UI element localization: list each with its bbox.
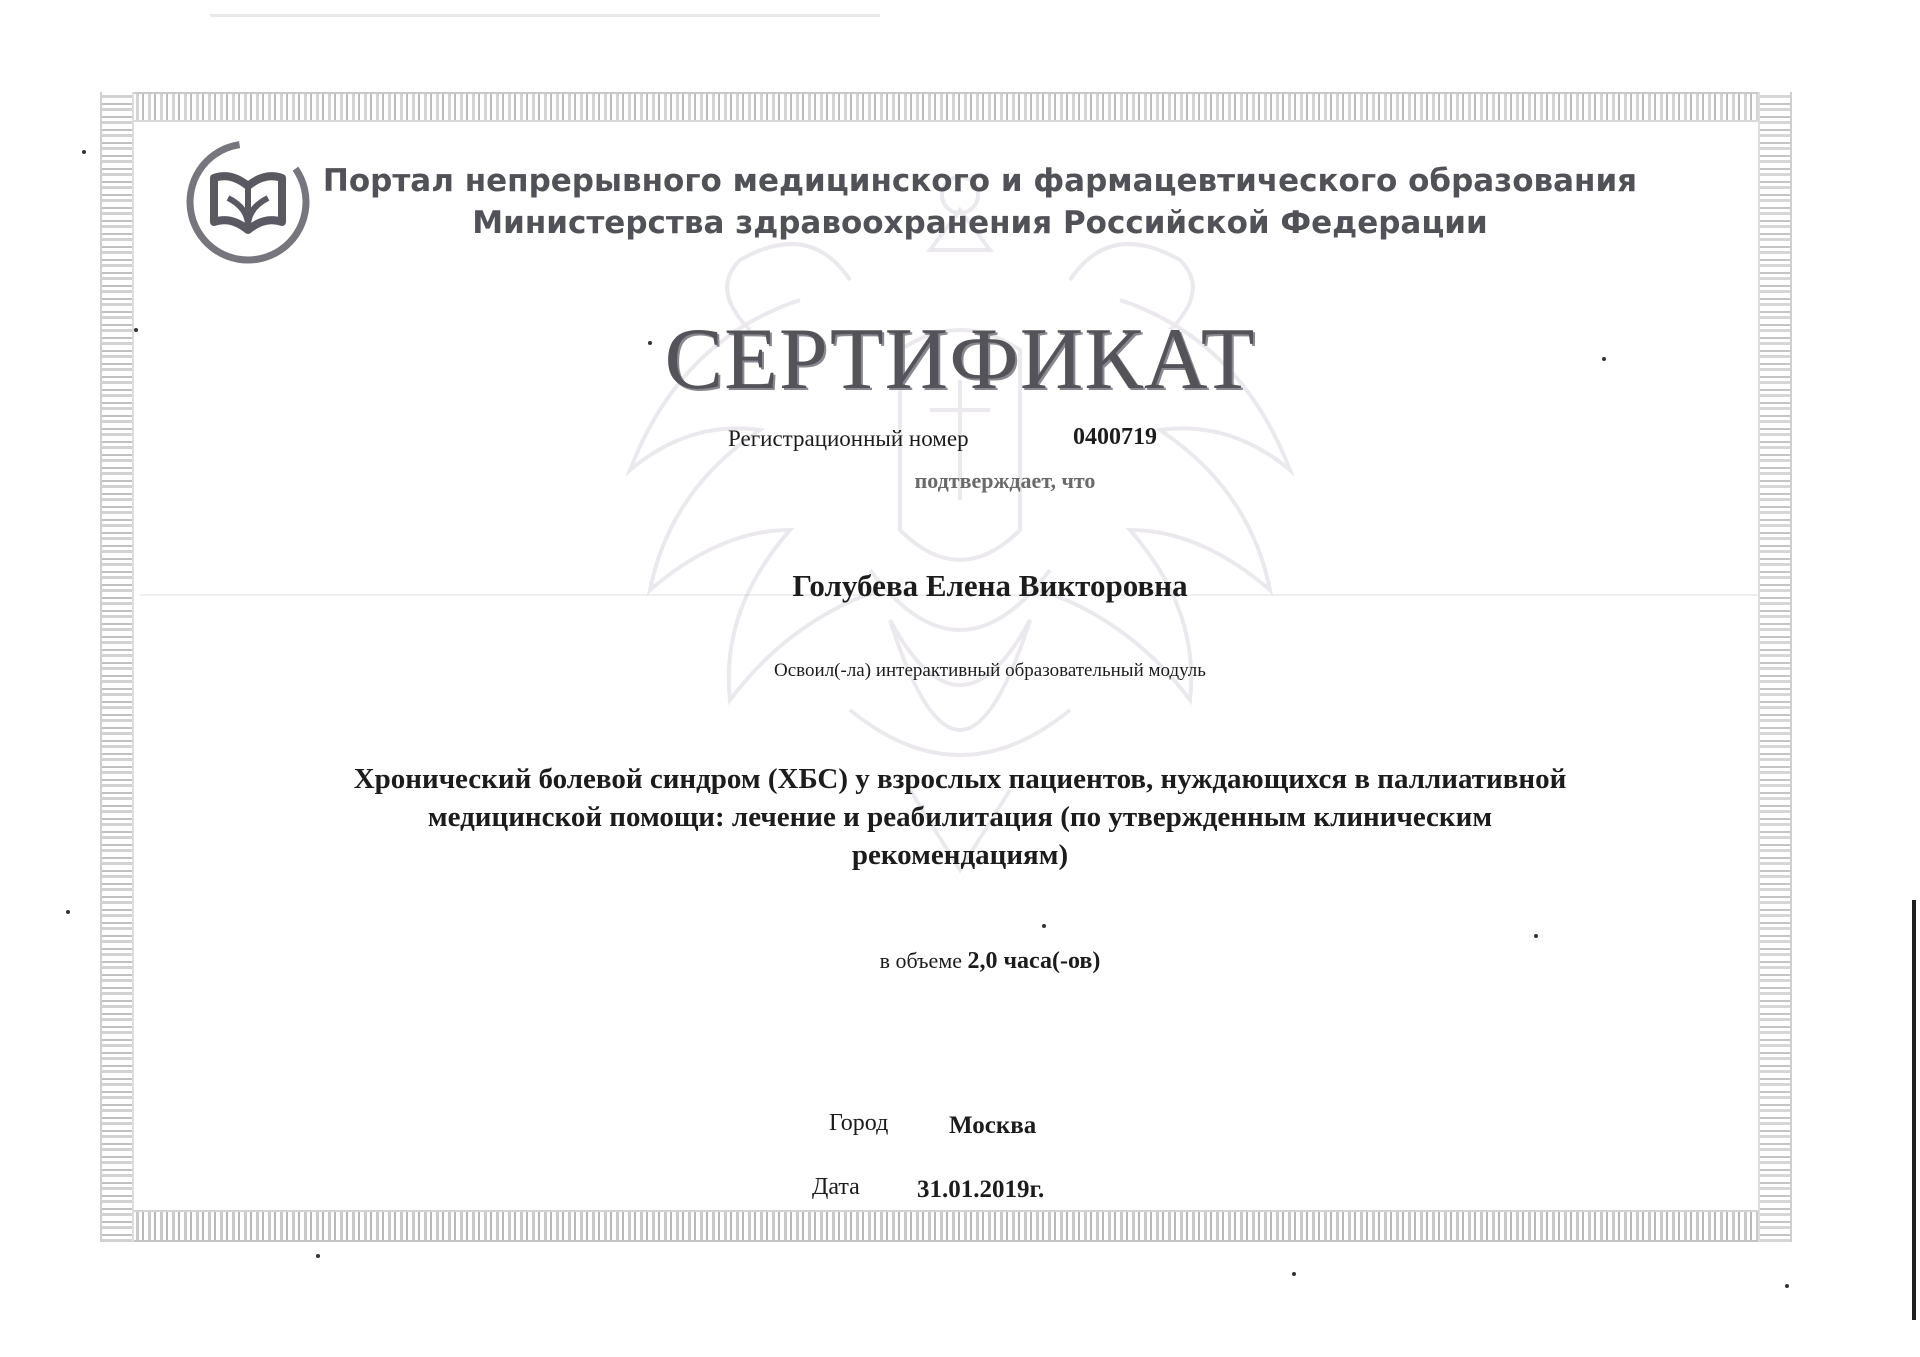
confirms-text: подтверждает, что <box>914 468 1096 493</box>
scan-speck <box>66 910 70 914</box>
date-value: 31.01.2019г. <box>917 1176 1045 1203</box>
scan-speck <box>1042 924 1046 928</box>
date-row <box>0 1172 1920 1212</box>
registration-number: 0400719 <box>1073 424 1157 450</box>
header-line-2: Министерства здравоохранения Российской Федерации <box>472 205 1488 241</box>
date-label: Дата <box>812 1174 860 1200</box>
volume-prefix: в объеме <box>879 948 963 973</box>
scan-speck <box>316 1254 320 1258</box>
portal-logo-icon <box>184 138 312 266</box>
scan-speck <box>1785 1284 1789 1288</box>
city-label: Город <box>829 1110 889 1136</box>
scan-speck <box>1534 934 1538 938</box>
city-row <box>0 1108 1920 1148</box>
registration-row <box>0 420 1920 460</box>
scan-speck <box>1292 1272 1296 1276</box>
volume-value: 2,0 часа(-ов) <box>967 948 1101 974</box>
scan-speck <box>648 341 652 345</box>
volume-line <box>0 948 1920 975</box>
scan-speck <box>1602 357 1606 361</box>
scan-artifact-top <box>210 14 880 17</box>
certificate-title: СЕРТИФИКАТ <box>664 311 1256 408</box>
scan-speck <box>82 150 86 154</box>
border-bottom <box>100 1210 1792 1242</box>
mastered-text: Освоил(-ла) интерактивный образовательный модуль <box>774 660 1206 681</box>
city-value: Москва <box>949 1112 1037 1139</box>
course-title: Хронический болевой синдром (ХБС) у взрослых пациентов, нуждающихся в паллиативной медицинской помощи: лечение и реабилитация (по утвержденным клиническим рекомендациям) <box>353 763 1567 871</box>
portal-header <box>310 160 1650 244</box>
holder-name: Голубева Елена Викторовна <box>792 568 1188 603</box>
scan-speck <box>134 328 138 332</box>
header-line-1: Портал непрерывного медицинского и фармацевтического образования <box>322 163 1638 199</box>
border-top <box>100 92 1792 122</box>
registration-label: Регистрационный номер <box>728 426 969 451</box>
